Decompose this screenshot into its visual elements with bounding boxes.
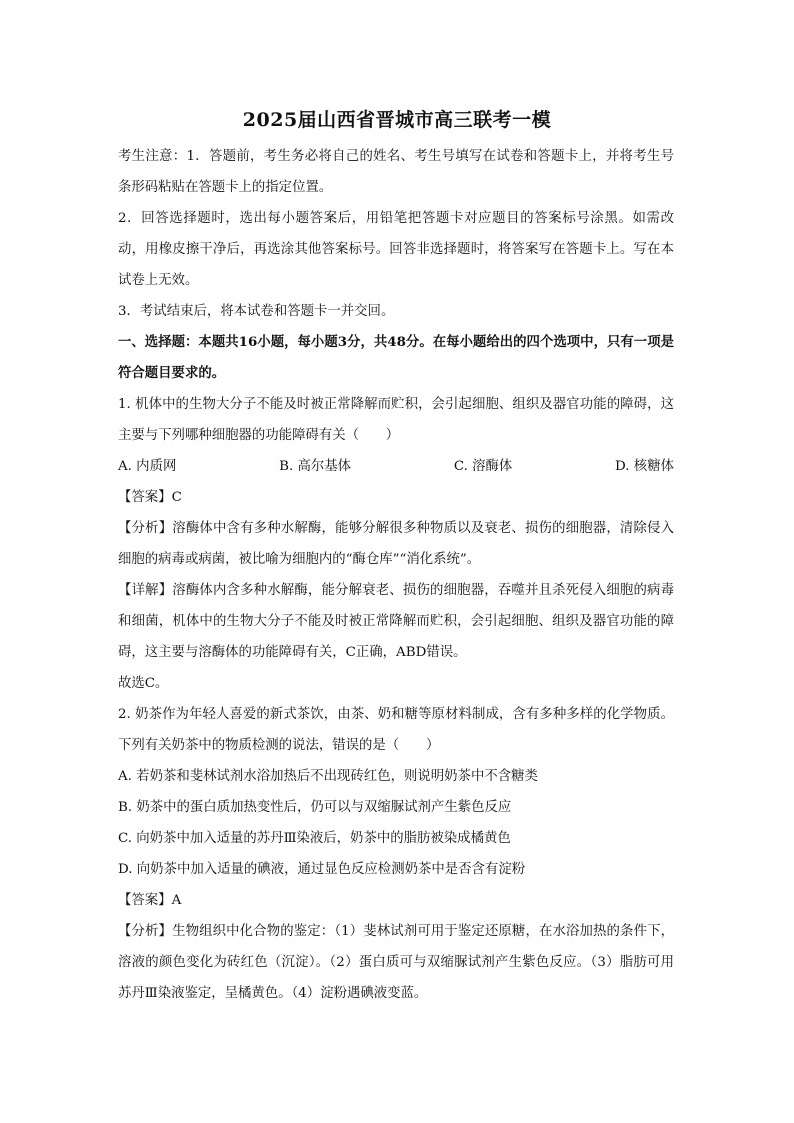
notice-label: 考生注意：: [118, 149, 187, 164]
page-title: 2025届山西省晋城市高三联考一模: [242, 109, 552, 131]
detail-text: 溶酶体内含多种水解酶，能分解衰老、损伤的细胞器，吞噬并且杀死侵入细胞的病毒和细菌，机体中的生物大分子不能及时被正常降解而贮积，会引起细胞、组织及器官功能的障碍，这主要与溶酶体的功能障碍有关，C正确，ABD错误。: [118, 583, 675, 660]
analysis-label: 【分析】: [118, 521, 173, 536]
analysis-label: 【分析】: [118, 924, 173, 939]
question-1-option-a: A. 内质网: [118, 459, 177, 474]
question-1-stem: 1. 机体中的生物大分子不能及时被正常降解而贮积，会引起细胞、组织及器官功能的障碍，这主要与下列哪种细胞器的功能障碍有关（ ）: [118, 397, 674, 443]
question-1-detail: [118, 575, 674, 668]
question-1-option-b: B. 高尔基体: [279, 459, 352, 474]
question-2-answer: [118, 885, 674, 916]
answer-value: A: [171, 893, 182, 908]
question-1-answer: [118, 482, 674, 513]
question-2-option-d: D. 向奶茶中加入适量的碘液，通过显色反应检测奶茶中是否含有淀粉: [118, 862, 526, 877]
document-body: [118, 141, 674, 1009]
question-2-option-c: C. 向奶茶中加入适量的苏丹Ⅲ染液后，奶茶中的脂肪被染成橘黄色: [118, 831, 511, 846]
question-1-conclusion: 故选C。: [118, 676, 169, 691]
analysis-text: 溶酶体中含有多种水解酶，能够分解很多种物质以及衰老、损伤的细胞器，清除侵入细胞的病毒或病菌，被比喻为细胞内的“酶仓库”“消化系统”。: [118, 521, 675, 567]
question-1-analysis: [118, 513, 674, 575]
question-2-analysis: [118, 916, 674, 1009]
section-heading: 一、选择题：本题共16小题，每小题3分，共48分。在每小题给出的四个选项中，只有一项是符合题目要求的。: [118, 334, 674, 381]
question-2-option-b: B. 奶茶中的蛋白质加热变性后，仍可以与双缩脲试剂产生紫色反应: [118, 800, 512, 815]
answer-label: 【答案】: [118, 893, 172, 908]
detail-label: 【详解】: [118, 583, 173, 598]
notice-item-2: 2．回答选择题时，选出每小题答案后，用铅笔把答题卡对应题目的答案标号涂黑。如需改动，用橡皮擦干净后，再选涂其他答案标号。回答非选择题时，将答案写在答题卡上。写在本试卷上无效。: [118, 211, 674, 288]
answer-value: C: [171, 490, 182, 505]
notice-item-3: 3．考试结束后，将本试卷和答题卡一并交回。: [118, 304, 395, 319]
notice-item-1: [118, 141, 674, 203]
question-1-option-c: C. 溶酶体: [453, 459, 513, 474]
answer-label: 【答案】: [118, 490, 172, 505]
analysis-text: 生物组织中化合物的鉴定：（1）斐林试剂可用于鉴定还原糖，在水浴加热的条件下，溶液的颜色变化为砖红色（沉淀）。（2）蛋白质可与双缩脲试剂产生紫色反应。（3）脂肪可用苏丹Ⅲ染液鉴定，呈橘黄色。（4）淀粉遇碘液变蓝。: [118, 924, 675, 1001]
question-2-stem: 2. 奶茶作为年轻人喜爱的新式茶饮，由茶、奶和糖等原材料制成，含有多种多样的化学物质。下列有关奶茶中的物质检测的说法，错误的是（ ）: [118, 707, 674, 753]
question-1-option-d: D. 核糖体: [615, 459, 674, 474]
question-1-options: [118, 451, 674, 482]
notice-item-1-text: 1．答题前，考生务必将自己的姓名、考生号填写在试卷和答题卡上，并将考生号条形码粘贴在答题卡上的指定位置。: [118, 149, 674, 195]
question-2-option-a: A. 若奶茶和斐林试剂水浴加热后不出现砖红色，则说明奶茶中不含糖类: [118, 769, 538, 784]
